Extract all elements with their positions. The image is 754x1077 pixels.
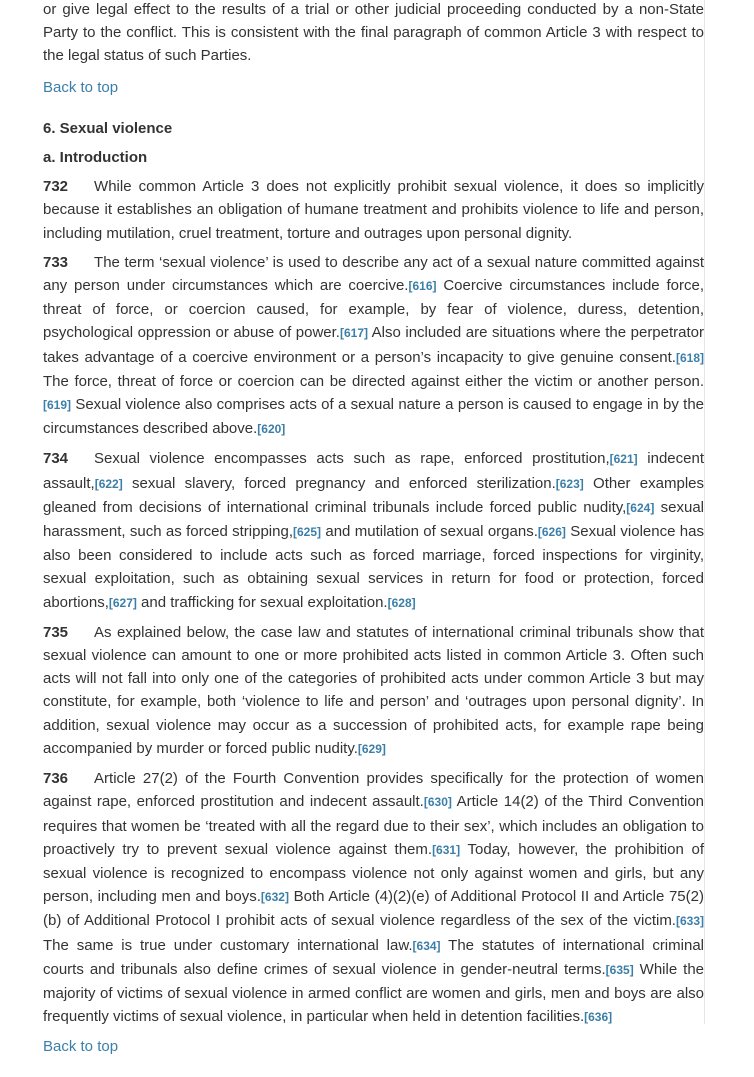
- paragraph-text: The force, threat of force or coercion can be directed against either the victim or another person.: [43, 372, 704, 390]
- paragraph-text: Sexual violence also comprises acts of a sexual nature a person is caused to engage in by the circumstances described above.: [43, 396, 704, 438]
- numbered-paragraph: [43, 251, 704, 442]
- footnote-link[interactable]: [628]: [387, 595, 416, 610]
- paragraph-text: The statutes of international criminal courts and tribunals also define crimes of sexual violence in gender-neutral terms.: [43, 936, 704, 978]
- paragraph-text: The same is true under customary international law.: [43, 936, 413, 954]
- back-to-top-link-bottom[interactable]: Back to top: [43, 1038, 119, 1056]
- numbered-paragraph: [43, 175, 704, 245]
- footnote-link[interactable]: [622]: [94, 476, 123, 491]
- paragraph-text: Article 14(2) of the Third Convention requires that women be ‘treated with all the regard due to their sex’, which includes an obligation to proactively try to prevent sexual violence against them.: [43, 793, 704, 858]
- footnote-link[interactable]: [630]: [423, 795, 452, 810]
- paragraph-text: While the majority of victims of sexual violence in armed conflict are women and girls, men and boys are also frequently victims of sexual violence, in particular when held in detention facilities.: [43, 960, 704, 1026]
- page-edge-divider: [704, 0, 705, 1024]
- numbered-paragraph: [43, 447, 704, 614]
- paragraph-text: indecent assault,: [43, 450, 704, 492]
- paragraph-list: [43, 175, 704, 1029]
- paragraph-text: The term ‘sexual violence’ is used to describe any act of a sexual nature committed against any person under circumstances which are coercive.: [43, 253, 704, 295]
- footnote-link[interactable]: [629]: [357, 741, 386, 756]
- paragraph-text: sexual harassment, such as forced stripping,: [43, 498, 704, 541]
- intro-paragraph: or give legal effect to the results of a trial or other judicial proceeding conducted by a non-State Party to the conflict. This is consistent with the final paragraph of common Article 3 with respect to the legal status of such Parties.: [43, 1, 704, 65]
- footnote-link[interactable]: [636]: [584, 1010, 613, 1025]
- paragraph-text: Other examples gleaned from decisions of international criminal tribunals include forced public nudity,: [43, 474, 705, 516]
- paragraph-text: Article 27(2) of the Fourth Convention provides specifically for the protection of women against rape, enforced prostitution and indecent assault.: [43, 770, 704, 811]
- paragraph-text: Sexual violence has also been considered to include acts such as forced marriage, forced inspections for virginity, sexual exploitation, such as obtaining sexual services in return for food or protection, forced abortions,: [43, 523, 704, 611]
- footnote-link[interactable]: [617]: [339, 326, 368, 341]
- footnote-link[interactable]: [634]: [412, 938, 441, 953]
- footnote-link[interactable]: [625]: [293, 525, 322, 540]
- footnote-link[interactable]: [627]: [108, 595, 137, 610]
- paragraph-number: 734: [43, 450, 69, 468]
- numbered-paragraph: [43, 621, 704, 761]
- paragraph-text: As explained below, the case law and statutes of international criminal tribunals show that sexual violence can amount to one or more prohibited acts listed in common Article 3. Often such acts will not fall into only one of the categories of prohibited acts under common Article 3 but may constitute, for example, both ‘violence to life and person’ and ‘outrages upon personal dignity’. In addition, sexual violence may occur as a succession of prohibited acts, for example rape being accompanied by murder or forced public nudity.: [43, 623, 704, 757]
- paragraph-number: 732: [43, 178, 69, 196]
- paragraph-number: 735: [43, 623, 69, 641]
- footnote-link[interactable]: [623]: [555, 476, 584, 491]
- paragraph-text: Both Article (4)(2)(e) of Additional Protocol II and Article 75(2)(b) of Additional Protocol I prohibit acts of sexual violence regardless of the sex of the victim.: [43, 888, 704, 930]
- section-heading: 6. Sexual violence: [43, 119, 173, 137]
- footnote-link[interactable]: [626]: [537, 525, 566, 540]
- article-content: [43, 0, 704, 1077]
- footnote-link[interactable]: [621]: [609, 452, 638, 467]
- paragraph-text: Sexual violence encompasses acts such as rape, enforced prostitution,: [94, 450, 610, 468]
- paragraph-text: Coercive circumstances include force, threat of force, or coercion caused, for example, by fear of violence, duress, detention, psychological oppression or abuse of power.: [43, 277, 704, 342]
- footnote-link[interactable]: [618]: [675, 350, 704, 365]
- paragraph-text: sexual slavery, forced pregnancy and enforced sterilization.: [122, 474, 556, 492]
- footnote-link[interactable]: [631]: [432, 842, 461, 857]
- numbered-paragraph: [43, 767, 704, 1029]
- paragraph-text: Today, however, the prohibition of sexual violence is recognized to encompass violence not only against women and girls, but any person, including men and boys.: [43, 840, 704, 906]
- footnote-link[interactable]: [620]: [257, 422, 286, 437]
- paragraph-text: and trafficking for sexual exploitation.: [136, 593, 388, 611]
- footnote-link[interactable]: [633]: [675, 914, 704, 929]
- footnote-link[interactable]: [616]: [408, 279, 437, 294]
- footnote-link[interactable]: [619]: [43, 398, 72, 413]
- back-to-top-link[interactable]: Back to top: [43, 78, 119, 96]
- footnote-link[interactable]: [632]: [260, 890, 289, 905]
- paragraph-number: 736: [43, 770, 69, 788]
- subsection-heading: a. Introduction: [43, 149, 148, 167]
- paragraph-text: While common Article 3 does not explicitly prohibit sexual violence, it does so implicitly because it establishes an obligation of humane treatment and prohibits violence to life and person, including mutilation, cruel treatment, torture and outrages upon personal dignity.: [43, 178, 704, 242]
- footnote-link[interactable]: [635]: [605, 962, 634, 977]
- paragraph-text: and mutilation of sexual organs.: [321, 523, 538, 541]
- footnote-link[interactable]: [624]: [626, 500, 655, 515]
- paragraph-text: Also included are situations where the perpetrator takes advantage of a coercive environment or a person’s incapacity to give genuine consent.: [43, 324, 705, 366]
- paragraph-number: 733: [43, 253, 69, 271]
